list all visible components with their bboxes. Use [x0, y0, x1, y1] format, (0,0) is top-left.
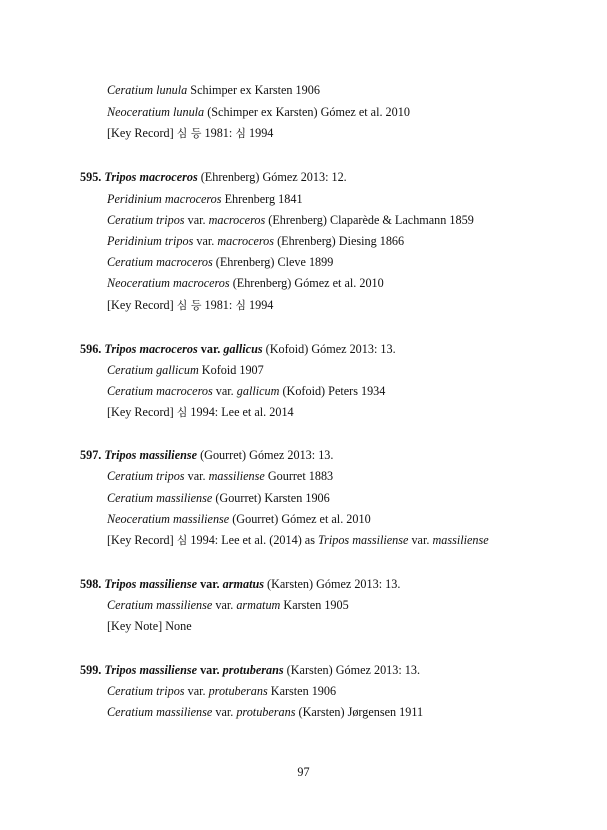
synonym-line: Peridinium tripos var. macroceros (Ehrenberg) Diesing 1866	[107, 234, 405, 248]
synonym-line: Ceratium tripos var. protuberans Karsten 1906	[107, 684, 337, 698]
key-note-line: [Key Note] None	[107, 619, 192, 633]
synonym-line: Ceratium gallicum Kofoid 1907	[107, 363, 264, 377]
synonym-line: Ceratium macroceros (Ehrenberg) Cleve 1899	[107, 255, 334, 269]
entry-heading-596: 596. Tripos macroceros var. gallicus (Kofoid) Gómez 2013: 13.	[80, 342, 396, 356]
synonym-line: Peridinium macroceros Ehrenberg 1841	[107, 192, 303, 206]
synonym-line: Ceratium tripos var. macroceros (Ehrenberg) Claparède & Lachmann 1859	[107, 213, 474, 227]
synonym-line: Neoceratium macroceros (Ehrenberg) Gómez et al. 2010	[107, 276, 384, 290]
synonym-line: Neoceratium lunula (Schimper ex Karsten) Gómez et al. 2010	[107, 105, 410, 119]
entry-heading-595: 595. Tripos macroceros (Ehrenberg) Gómez 2013: 12.	[80, 170, 347, 184]
entry-heading-598: 598. Tripos massiliense var. armatus (Karsten) Gómez 2013: 13.	[80, 577, 401, 591]
entry-heading-599: 599. Tripos massiliense var. protuberans (Karsten) Gómez 2013: 13.	[80, 663, 421, 677]
synonym-line: Neoceratium massiliense (Gourret) Gómez et al. 2010	[107, 512, 371, 526]
key-record-line: [Key Record] 심 등 1981: 심 1994	[107, 298, 274, 312]
synonym-line: Ceratium macroceros var. gallicum (Kofoid) Peters 1934	[107, 384, 386, 398]
synonym-line: Ceratium massiliense var. protuberans (Karsten) Jørgensen 1911	[107, 705, 424, 719]
key-record-line: [Key Record] 심 1994: Lee et al. (2014) as Tripos massiliense var. massiliense	[107, 533, 489, 547]
synonym-line: Ceratium massiliense var. armatum Karsten 1905	[107, 598, 349, 612]
key-record-line: [Key Record] 심 1994: Lee et al. 2014	[107, 405, 294, 419]
entry-heading-597: 597. Tripos massiliense (Gourret) Gómez 2013: 13.	[80, 448, 334, 462]
synonym-line: Ceratium massiliense (Gourret) Karsten 1906	[107, 491, 330, 505]
synonym-line: Ceratium tripos var. massiliense Gourret 1883	[107, 469, 334, 483]
key-record-line: [Key Record] 심 등 1981: 심 1994	[107, 126, 274, 140]
page-number: 97	[297, 765, 310, 779]
synonym-line: Ceratium lunula Schimper ex Karsten 1906	[107, 83, 320, 97]
